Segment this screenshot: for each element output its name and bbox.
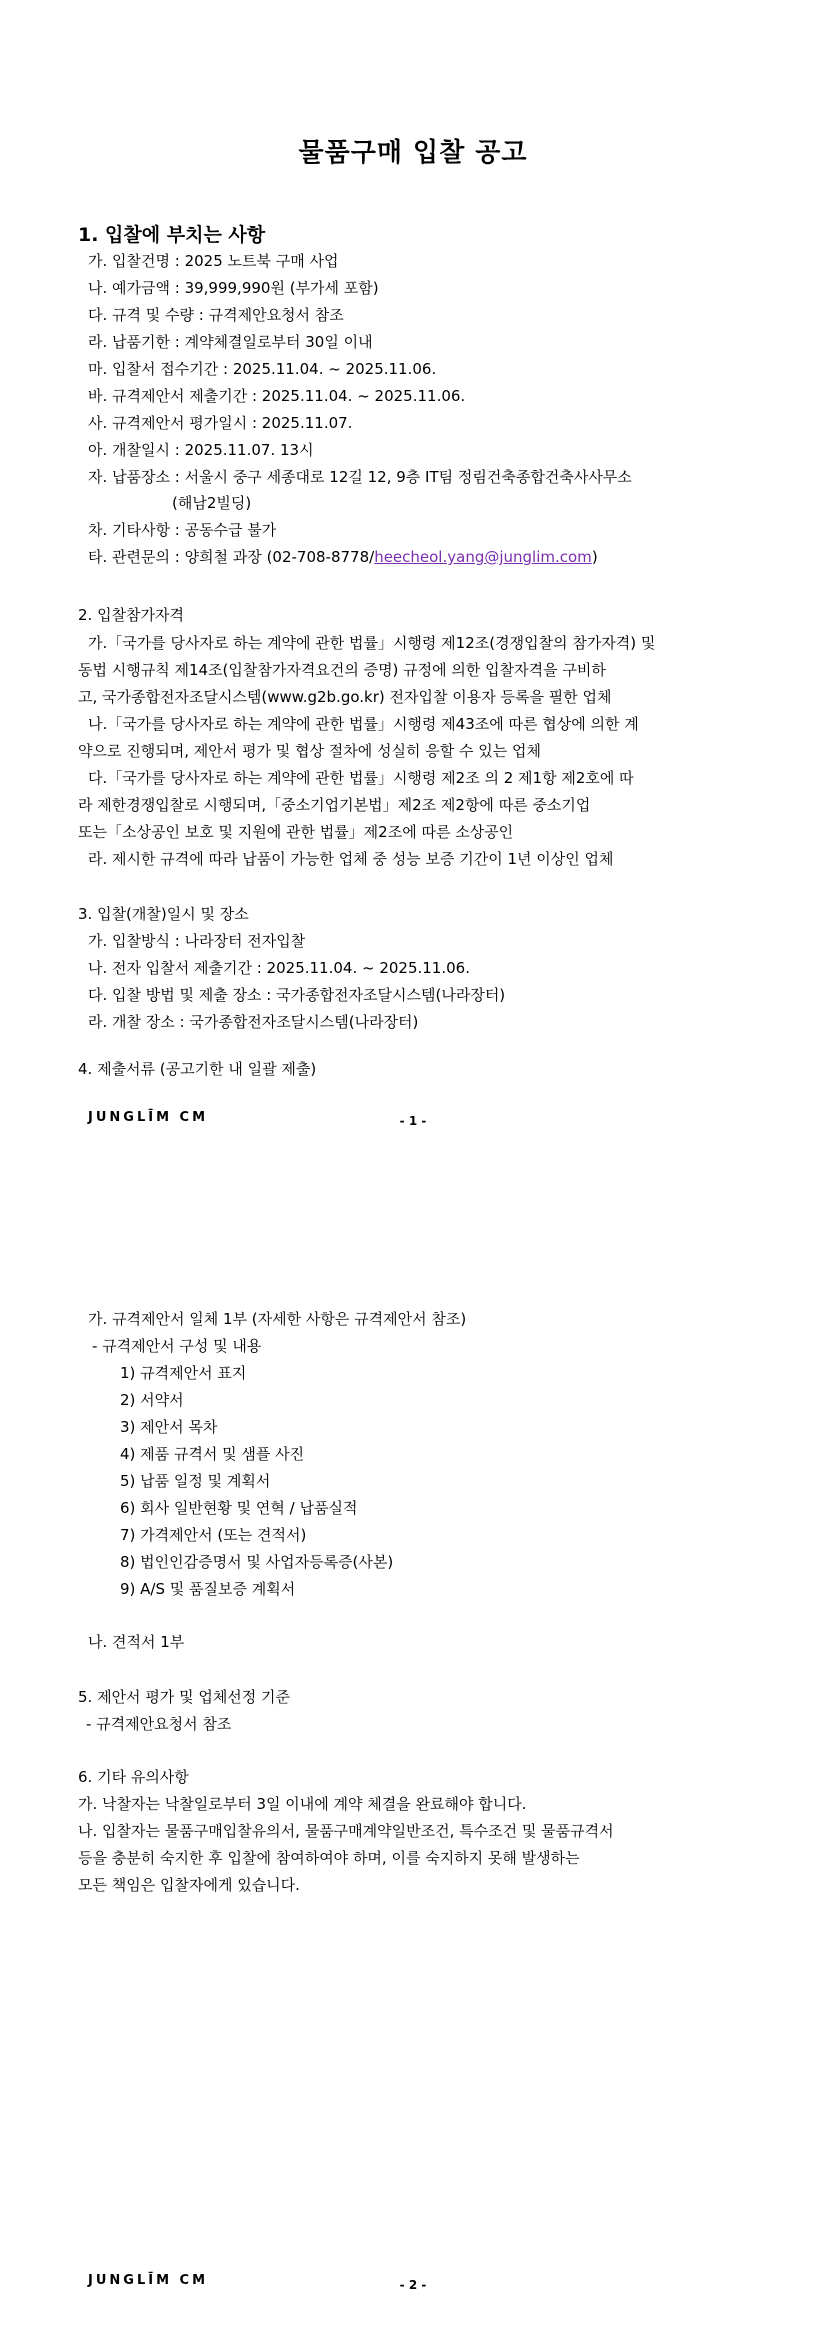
s4-list-item: 3) 제안서 목차 xyxy=(120,1418,218,1436)
s4-item-b: 나. 견적서 1부 xyxy=(88,1633,185,1651)
s1-item: 자. 납품장소 : 서울시 중구 세종대로 12길 12, 9층 IT팀 정림건축종합건축사사무소 xyxy=(88,468,632,486)
s2-line: 가.「국가를 당사자로 하는 계약에 관한 법률」시행령 제12조(경쟁입찰의 참가자격) 및 xyxy=(88,634,656,652)
company-logo: JUNGLĪM CM xyxy=(88,2273,209,2288)
s4-list-item: 5) 납품 일정 및 계획서 xyxy=(120,1472,271,1490)
section-2-heading: 2. 입찰참가자격 xyxy=(78,606,185,624)
contact-email-link[interactable]: heecheol.yang@junglim.com xyxy=(374,548,592,566)
s2-line: 다.「국가를 당사자로 하는 계약에 관한 법률」시행령 제2조 의 2 제1항 제2호에 따 xyxy=(88,769,634,787)
s1-item: 마. 입찰서 접수기간 : 2025.11.04. ~ 2025.11.06. xyxy=(88,360,437,378)
section-4-heading: 4. 제출서류 (공고기한 내 일괄 제출) xyxy=(78,1060,317,1078)
section-3-heading: 3. 입찰(개찰)일시 및 장소 xyxy=(78,905,249,923)
contact-prefix: 타. 관련문의 : 양희철 과장 (02-708-8778/ xyxy=(88,548,375,566)
s2-line: 나.「국가를 당사자로 하는 계약에 관한 법률」시행령 제43조에 따른 협상에 의한 계 xyxy=(88,715,639,733)
s3-item: 다. 입찰 방법 및 제출 장소 : 국가종합전자조달시스템(나라장터) xyxy=(88,986,506,1004)
page-2 xyxy=(0,1168,826,2336)
s5-sub: - 규격제안요청서 참조 xyxy=(86,1715,232,1733)
contact-suffix: ) xyxy=(591,548,598,566)
s1-item: 사. 규격제안서 평가일시 : 2025.11.07. xyxy=(88,414,353,432)
s3-item: 나. 전자 입찰서 제출기간 : 2025.11.04. ~ 2025.11.06. xyxy=(88,959,470,977)
s4-list-item: 1) 규격제안서 표지 xyxy=(120,1364,247,1382)
s6-line: 나. 입찰자는 물품구매입찰유의서, 물품구매계약일반조건, 특수조건 및 물품규격서 xyxy=(78,1822,614,1840)
s4-list-item: 8) 법인인감증명서 및 사업자등록증(사본) xyxy=(120,1553,394,1571)
s4-list-item: 7) 가격제안서 (또는 견적서) xyxy=(120,1526,307,1544)
s1-item: 차. 기타사항 : 공동수급 불가 xyxy=(88,521,277,539)
s4-list-item: 4) 제품 규격서 및 샘플 사진 xyxy=(120,1445,305,1463)
s1-item: 가. 입찰건명 : 2025 노트북 구매 사업 xyxy=(88,252,339,270)
company-logo: JUNGLĪM CM xyxy=(88,1110,209,1125)
page-title: 물품구매 입찰 공고 xyxy=(298,138,528,168)
page-number: - 2 - xyxy=(399,2278,427,2292)
s6-line: 등을 충분히 숙지한 후 입찰에 참여하여야 하며, 이를 숙지하지 못해 발생하는 xyxy=(78,1849,580,1867)
s1-item: 나. 예가금액 : 39,999,990원 (부가세 포함) xyxy=(88,279,379,297)
s4-item-a: 가. 규격제안서 일체 1부 (자세한 사항은 규격제안서 참조) xyxy=(88,1310,467,1328)
s3-item: 가. 입찰방식 : 나라장터 전자입찰 xyxy=(88,932,306,950)
section-1-heading: 1. 입찰에 부치는 사항 xyxy=(78,224,266,246)
s1-item: 아. 개찰일시 : 2025.11.07. 13시 xyxy=(88,441,314,459)
s1-item-cont: (해남2빌딩) xyxy=(172,494,252,512)
s2-line: 동법 시행규칙 제14조(입찰참가자격요건의 증명) 규정에 의한 입찰자격을 구비하 xyxy=(78,661,606,679)
page-number: - 1 - xyxy=(399,1114,427,1128)
s4-list-item: 2) 서약서 xyxy=(120,1391,184,1409)
s4-list-item: 6) 회사 일반현황 및 연혁 / 납품실적 xyxy=(120,1499,358,1517)
s4-sub: - 규격제안서 구성 및 내용 xyxy=(92,1337,262,1355)
s2-line: 약으로 진행되며, 제안서 평가 및 협상 절차에 성실히 응할 수 있는 업체 xyxy=(78,742,541,760)
s1-item: 바. 규격제안서 제출기간 : 2025.11.04. ~ 2025.11.06. xyxy=(88,387,466,405)
s2-line: 라. 제시한 규격에 따라 납품이 가능한 업체 중 성능 보증 기간이 1년 이상인 업체 xyxy=(88,850,614,868)
s1-item: 라. 납품기한 : 계약체결일로부터 30일 이내 xyxy=(88,333,373,351)
s2-line: 고, 국가종합전자조달시스템(www.g2b.go.kr) 전자입찰 이용자 등록을 필한 업체 xyxy=(78,688,612,706)
s3-item: 라. 개찰 장소 : 국가종합전자조달시스템(나라장터) xyxy=(88,1013,419,1031)
s1-contact xyxy=(88,546,598,567)
s6-line: 가. 낙찰자는 낙찰일로부터 3일 이내에 계약 체결을 완료해야 합니다. xyxy=(78,1795,527,1813)
s6-line: 모든 책임은 입찰자에게 있습니다. xyxy=(78,1876,300,1894)
section-6-heading: 6. 기타 유의사항 xyxy=(78,1768,189,1786)
s2-line: 또는「소상공인 보호 및 지원에 관한 법률」제2조에 따른 소상공인 xyxy=(78,823,514,841)
section-5-heading: 5. 제안서 평가 및 업체선정 기준 xyxy=(78,1688,291,1706)
s1-item: 다. 규격 및 수량 : 규격제안요청서 참조 xyxy=(88,306,344,324)
s2-line: 라 제한경쟁입찰로 시행되며,「중소기업기본법」제2조 제2항에 따른 중소기업 xyxy=(78,796,591,814)
s4-list-item: 9) A/S 및 품질보증 계획서 xyxy=(120,1580,296,1598)
